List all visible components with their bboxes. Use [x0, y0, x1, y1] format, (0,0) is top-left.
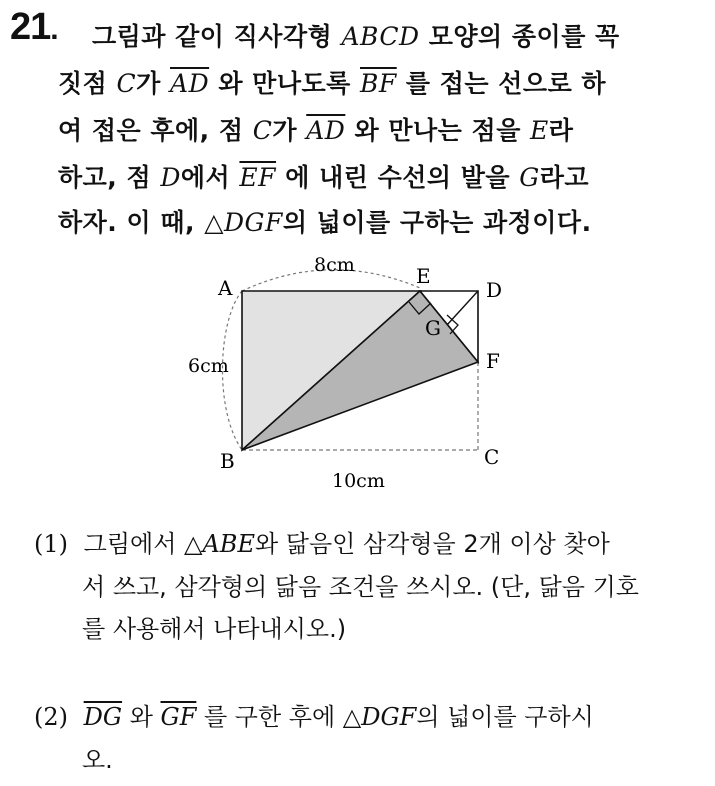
stem-math: E [530, 116, 549, 145]
stem-text: 의 넓이를 구하는 과정이다. [282, 208, 592, 237]
stem-text: 그림과 같이 직사각형 [92, 22, 342, 51]
label-top-length: 8cm [314, 254, 355, 276]
stem-text: 여 접은 후에, 점 [58, 116, 253, 145]
question-number-dot: . [50, 13, 58, 46]
stem-math: C [252, 116, 273, 145]
label-c: C [484, 445, 500, 469]
segment-bf: $\overline{BF}$ [360, 69, 397, 98]
stem-text: 라 [548, 116, 574, 145]
subquestion-2-number: (2) [34, 703, 68, 731]
label-g: G [425, 316, 441, 340]
sub-text: 의 넓이를 구하시 [416, 703, 594, 731]
segment-ad: $\overline{AD}$ [306, 116, 346, 145]
stem-text: 가 [272, 116, 307, 145]
stem-text: 에 내린 수선의 발을 [276, 163, 520, 192]
stem-text: 모양의 종이를 꼭 [419, 22, 620, 51]
subquestion-2-line-2: 오. [82, 746, 113, 774]
segment-gf-label: $\overline{GF}$ [160, 703, 197, 731]
stem-text: 하자. 이 때, [58, 208, 205, 237]
stem-math: D [160, 163, 181, 192]
label-e: E [416, 264, 431, 288]
segment-ef: $\overline{EF}$ [239, 163, 277, 192]
subquestion-1-line-2: 서 쓰고, 삼각형의 닮음 조건을 쓰시오. (단, 닮음 기호 [82, 573, 639, 601]
label-left-length: 6cm [188, 355, 229, 377]
sub-text: 와 닮음인 삼각형을 2개 이상 찾아 [254, 530, 610, 558]
stem-text: 가 [136, 69, 171, 98]
label-a: A [218, 276, 233, 300]
sub-text: 그림에서 [83, 530, 185, 558]
stem-text: 와 만나도록 [209, 69, 360, 98]
subquestion-1-line-1 [34, 524, 610, 559]
label-b: B [220, 449, 235, 473]
stem-text: 하고, 점 [58, 163, 161, 192]
stem-math: △DGF [204, 208, 283, 237]
segment-ad: $\overline{AD}$ [170, 69, 210, 98]
subquestion-1-number: (1) [34, 530, 68, 558]
question-number-value: 21 [10, 6, 51, 48]
stem-text: 라고 [539, 163, 590, 192]
label-bottom-length: 10cm [332, 470, 385, 492]
sub-text: 를 구한 후에 [196, 703, 343, 731]
segment-dg-label: $\overline{DG}$ [83, 703, 123, 731]
label-f: F [486, 349, 500, 373]
stem-math: ABCD [341, 22, 420, 51]
stem-text: 를 접는 선으로 하 [396, 69, 607, 98]
label-d: D [486, 278, 503, 302]
stem-text: 짓점 [58, 69, 117, 98]
sub-math: △DGF [342, 703, 417, 731]
sub-math: △ABE [184, 530, 255, 558]
subquestion-2-line-1 [34, 697, 594, 732]
sub-text: 와 [122, 703, 161, 731]
stem-text: 에서 [180, 163, 240, 192]
stem-text: 와 만나는 점을 [345, 116, 531, 145]
subquestion-1-line-3: 를 사용해서 나타내시오.) [82, 615, 347, 643]
stem-math: C [116, 69, 137, 98]
stem-math: G [519, 163, 540, 192]
